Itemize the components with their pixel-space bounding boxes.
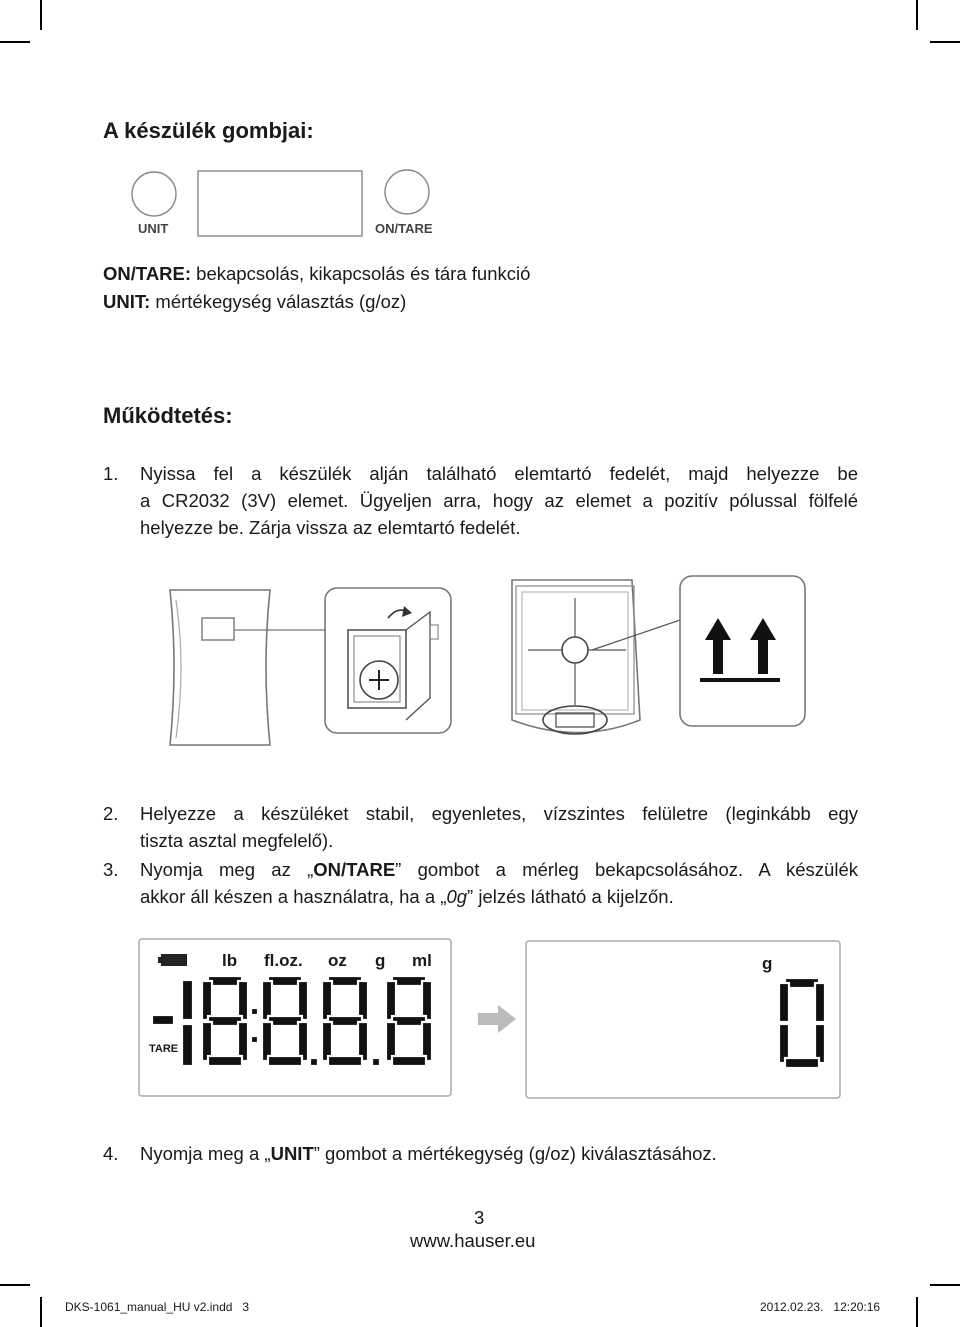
step-number: 4. [103,1143,119,1164]
page-number: 3 [474,1207,485,1228]
lcd-tare-label: TARE [149,1043,179,1055]
crop-mark [930,41,960,43]
footer-date: 2012.02.23. 12:20:16 [760,1300,881,1314]
crop-mark [40,1297,42,1327]
arrow-right-icon [478,1005,518,1033]
text-span: ” jelzés látható a kijelzőn. [467,886,674,907]
text-span: ” gombot a mértékegység (g/oz) kiválasztásához. [313,1143,717,1164]
step-number: 1. [103,463,119,484]
step3-line2 [140,883,674,910]
unit-button-label: UNIT [138,221,169,236]
step1-line2: a CR2032 (3V) elemet. Ügyeljen arra, hogy az elemet a pozitív pólussal fölfelé [140,490,858,511]
legend-text: bekapcsolás, kikapcsolás és tára funkció [191,263,531,284]
battery-diagram [160,570,810,760]
crop-mark [40,0,42,30]
legend-key: UNIT: [103,291,151,312]
step1-line3: helyezze be. Zárja vissza az elemtartó fedelét. [140,517,521,538]
lcd-unit-g: g [375,951,386,970]
text-span: ” gombot a mérleg bekapcsolásához. A készülék [395,859,858,880]
legend-key: ON/TARE: [103,263,192,284]
text-span: Nyomja meg az „ [140,859,314,880]
legend-text: mértékegység választás (g/oz) [150,291,407,312]
step2-line1: Helyezze a készüléket stabil, egyenletes, vízszintes felületre (leginkább egy [140,803,858,824]
lcd-display-zero [525,940,843,1100]
key-label: ON/TARE [313,859,396,880]
lcd-unit-oz: oz [328,951,347,970]
crop-mark [916,1297,918,1327]
crop-mark [0,1284,30,1286]
footer-filename: DKS-1061_manual_HU v2.indd 3 [65,1300,250,1314]
legend-ontare [103,260,530,287]
step3-line1 [140,856,858,883]
crop-mark [0,41,30,43]
lcd-unit-ml: ml [412,951,432,970]
key-label: 0g [446,886,468,907]
text-span: akkor áll készen a használatra, ha a „ [140,886,447,907]
lcd-unit-lb: lb [222,951,238,970]
lcd-unit-floz: fl.oz. [264,951,303,970]
text-span: Nyomja meg a „ [140,1143,271,1164]
step4-line [140,1140,717,1167]
crop-mark [916,0,918,30]
step-number: 2. [103,803,119,824]
lcd-zero-unit-g: g [762,954,773,973]
step2-line2: tiszta asztal megfelelő). [140,830,334,851]
ontare-button-label: ON/TARE [375,221,433,236]
section-heading-buttons: A készülék gombjai: [103,118,314,143]
crop-mark [930,1284,960,1286]
website-url: www.hauser.eu [410,1230,536,1251]
step1-line1: Nyissa fel a készülék alján található elemtartó fedelét, majd helyezze be [140,463,858,484]
legend-unit [103,288,406,315]
section-heading-operation: Működtetés: [103,403,233,428]
step-number: 3. [103,859,119,880]
key-label: UNIT [270,1143,314,1164]
